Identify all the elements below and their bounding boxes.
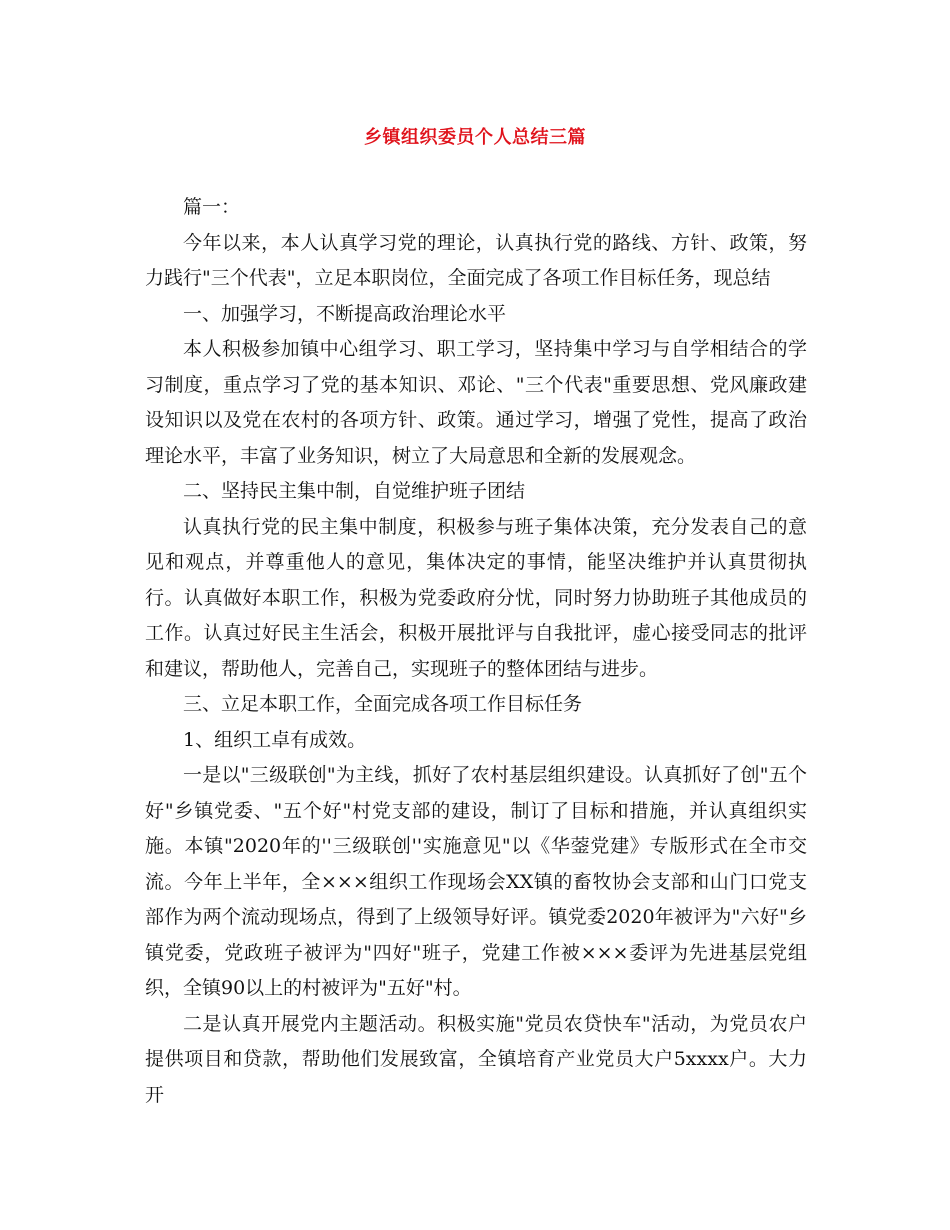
subheading-organization-work: 1、组织工卓有成效。 bbox=[183, 728, 367, 751]
paragraph-democratic-centralism: 认真执行党的民主集中制度，积极参与班子集体决策，充分发表自己的意见和观点，并尊重他人的意见，集体决定的事情，能坚决维护并认真贯彻执行。认真做好本职工作，积极为党委政府分忧，同时努力协助班子其他成员的工作。认真过好民主生活会，积极开展批评与自我批评，虚心接受同志的批评和建议，帮助他人，完善自己，实现班子的整体团结与进步。 bbox=[145, 515, 807, 680]
heading-study: 一、加强学习，不断提高政治理论水平 bbox=[183, 302, 507, 325]
intro-paragraph: 今年以来，本人认真学习党的理论，认真执行党的路线、方针、政策，努力践行"三个代表"，立足本职岗位，全面完成了各项工作目标任务，现总结 bbox=[145, 231, 807, 289]
document-body bbox=[145, 190, 807, 1113]
heading-duties: 三、立足本职工作，全面完成各项工作目标任务 bbox=[183, 693, 583, 715]
document-title: 乡镇组织委员个人总结三篇 bbox=[364, 127, 586, 148]
paragraph-study: 本人积极参加镇中心组学习、职工学习，坚持集中学习与自学相结合的学习制度，重点学习了党的基本知识、邓论、"三个代表"重要思想、党风廉政建设知识以及党在农村的各项方针、政策。通过学习，增强了党性，提高了政治理论水平，丰富了业务知识，树立了大局意思和全新的发展观念。 bbox=[145, 338, 807, 467]
paragraph-party-activities: 二是认真开展党内主题活动。积极实施"党员农贷快车"活动，为党员农户提供项目和贷款，帮助他们发展致富，全镇培育产业党员大户5xxxx户。大力开 bbox=[145, 1012, 807, 1106]
section-label-part-one: 篇一： bbox=[183, 196, 241, 218]
paragraph-three-level: 一是以"三级联创"为主线，抓好了农村基层组织建设。认真抓好了创"五个好"乡镇党委、"五个好"村党支部的建设，制订了目标和措施，并认真组织实施。本镇"2020年的''三级联创''实施意见"以《华蓥党建》专版形式在全市交流。今年上半年，全×××组织工作现场会XX镇的畜牧协会支部和山门口党支部作为两个流动现场点，得到了上级领导好评。镇党委2020年被评为"六好"乡镇党委，党政班子被评为"四好"班子，党建工作被×××委评为先进基层党组织，全镇90以上的村被评为"五好"村。 bbox=[145, 764, 807, 999]
heading-democratic-centralism: 二、坚持民主集中制，自觉维护班子团结 bbox=[183, 480, 526, 502]
